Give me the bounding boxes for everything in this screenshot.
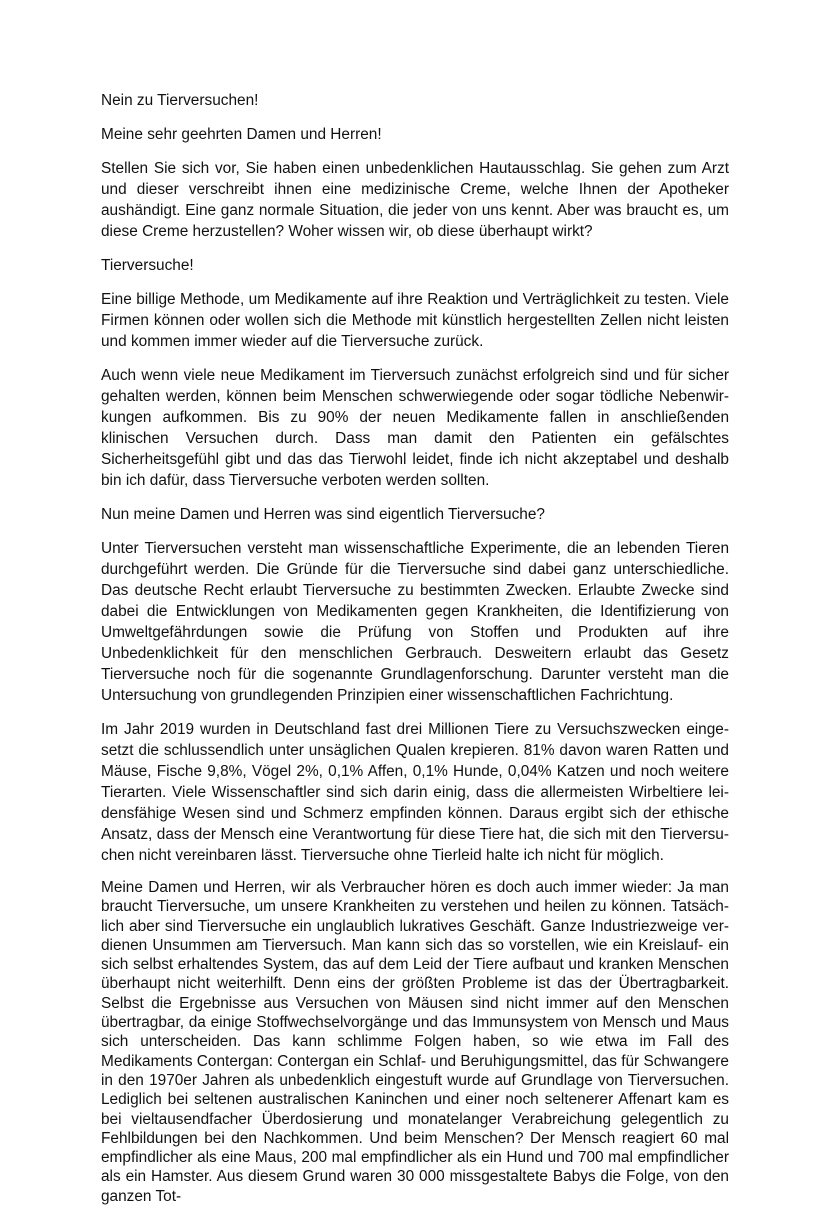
- document-body: [101, 90, 729, 1219]
- paragraph-question: Nun meine Damen und Herren was sind eigentlich Tierversuche?: [101, 506, 545, 523]
- paragraph-intro: Stellen Sie sich vor, Sie haben einen unbedenklichen Hautausschlag. Sie gehen zum Arzt und dieser verschreibt ihnen eine medizinische Creme, welche Ihnen der Apotheker aushändigt. Eine ganz normale Situation, die jeder von uns kennt. Aber was braucht es, um diese Creme herzustellen? Woher wissen wir, ob diese überhaupt wirkt?: [101, 160, 729, 240]
- paragraph-statistics: Im Jahr 2019 wurden in Deutschland fast drei Millionen Tiere zu Versuchszwecken eingesetzt die schlussendlich unter unsäglichen Qualen krepieren. 81% davon waren Ratten und Mäuse, Fische 9,8%, Vögel 2%, 0,1% Affen, 0,1% Hunde, 0,04% Katzen und noch weitere Tierarten. Viele Wissenschaftler sind sich darin einig, dass die allermeisten Wirbeltiere leidensfähige Wesen sind und Schmerz empfinden können. Daraus ergibt sich der ethische Ansatz, dass der Mensch eine Verantwortung für diese Tiere hat, die sich mit den Tierversuchen nicht vereinbaren lässt. Tierversuche ohne Tierleid halte ich nicht für möglich.: [101, 721, 729, 864]
- paragraph-nebenwirkungen: Auch wenn viele neue Medikament im Tierversuch zunächst erfolgreich sind und für sicher gehalten werden, können beim Menschen schwerwiegende oder sogar tödliche Nebenwirkungen aufkommen. Bis zu 90% der neuen Medikamente fallen in anschließenden klinischen Versuchen durch. Dass man damit den Patienten ein gefälschtes Sicherheitsgefühl gibt und das das Tierwohl leidet, finde ich nicht akzeptabel und deshalb bin ich dafür, dass Tierversuche verboten werden sollten.: [101, 367, 729, 489]
- paragraph-business: Meine Damen und Herren, wir als Verbraucher hören es doch auch immer wieder: Ja man braucht Tierversuche, um unsere Krankheiten zu verstehen und heilen zu können. Tatsächlich aber sind Tierversuche ein unglaublich lukratives Geschäft. Ganze Industriezweige verdienen Unsummen am Tierversuch. Man kann sich das so vorstellen, wie ein Kreislauf- ein sich selbst erhaltendes System, das auf dem Leid der Tiere aufbaut und kranken Menschen überhaupt nicht weiterhilft. Denn eins der größten Probleme ist das der Übertragbarkeit. Selbst die Ergebnisse aus Versuchen von Mäusen sind nicht immer auf den Menschen übertragbar, da einige Stoffwechselvorgänge und das Immunsystem von Mensch und Maus sich unterscheiden. Das kann schlimme Folgen haben, so wie etwa im Fall des Medikaments Contergan: Contergan ein Schlaf- und Beruhigungsmittel, das für Schwangere in den 1970er Jahren als unbedenklich eingestuft wurde auf Grundlage von Tierversuchen. Lediglich bei seltenen australischen Kaninchen und einer noch seltenerer Affenart kam es bei vieltausendfacher Überdosierung und monatelanger Verabreichung gelegentlich zu Fehlbildungen bei den Nachkommen. Und beim Menschen? Der Mensch reagiert 60 mal empfindlicher als eine Maus, 200 mal empfindlicher als ein Hund und 700 mal empfindlicher als ein Hamster. Aus diesem Grund waren 30 000 missgestaltete Babys die Folge, von den ganzen Tot-: [101, 879, 729, 1205]
- document-title: Nein zu Tierversuchen!: [101, 92, 259, 109]
- paragraph-billige-methode: Eine billige Methode, um Medikamente auf ihre Reaktion und Verträglichkeit zu testen. Viele Firmen können oder wollen sich die Methode mit künstlich hergestellten Zellen nicht leisten und kommen immer wieder auf die Tierversuche zurück.: [101, 291, 729, 350]
- paragraph-definition: Unter Tierversuchen versteht man wissenschaftliche Experimente, die an lebenden Tieren durchgeführt werden. Die Gründe für die Tierversuche sind dabei ganz unterschiedliche. Das deutsche Recht erlaubt Tierversuche zu bestimmten Zwecken. Erlaubte Zwecke sind dabei die Entwicklungen von Medikamenten gegen Krankheiten, die Identifizierung von Umweltgefährdungen sowie die Prüfung von Stoffen und Produkten auf ihre Unbedenklichkeit für den menschlichen Gerbrauch. Desweitern erlaubt das Gesetz Tierversuche noch für die sogenannte Grundlagenforschung. Darunter versteht man die Untersuchung von grundlegenden Prinzipien einer wissenschaftlichen Fachrichtung.: [101, 540, 729, 704]
- paragraph-tierversuche: Tierversuche!: [101, 257, 194, 274]
- salutation: Meine sehr geehrten Damen und Herren!: [101, 126, 382, 143]
